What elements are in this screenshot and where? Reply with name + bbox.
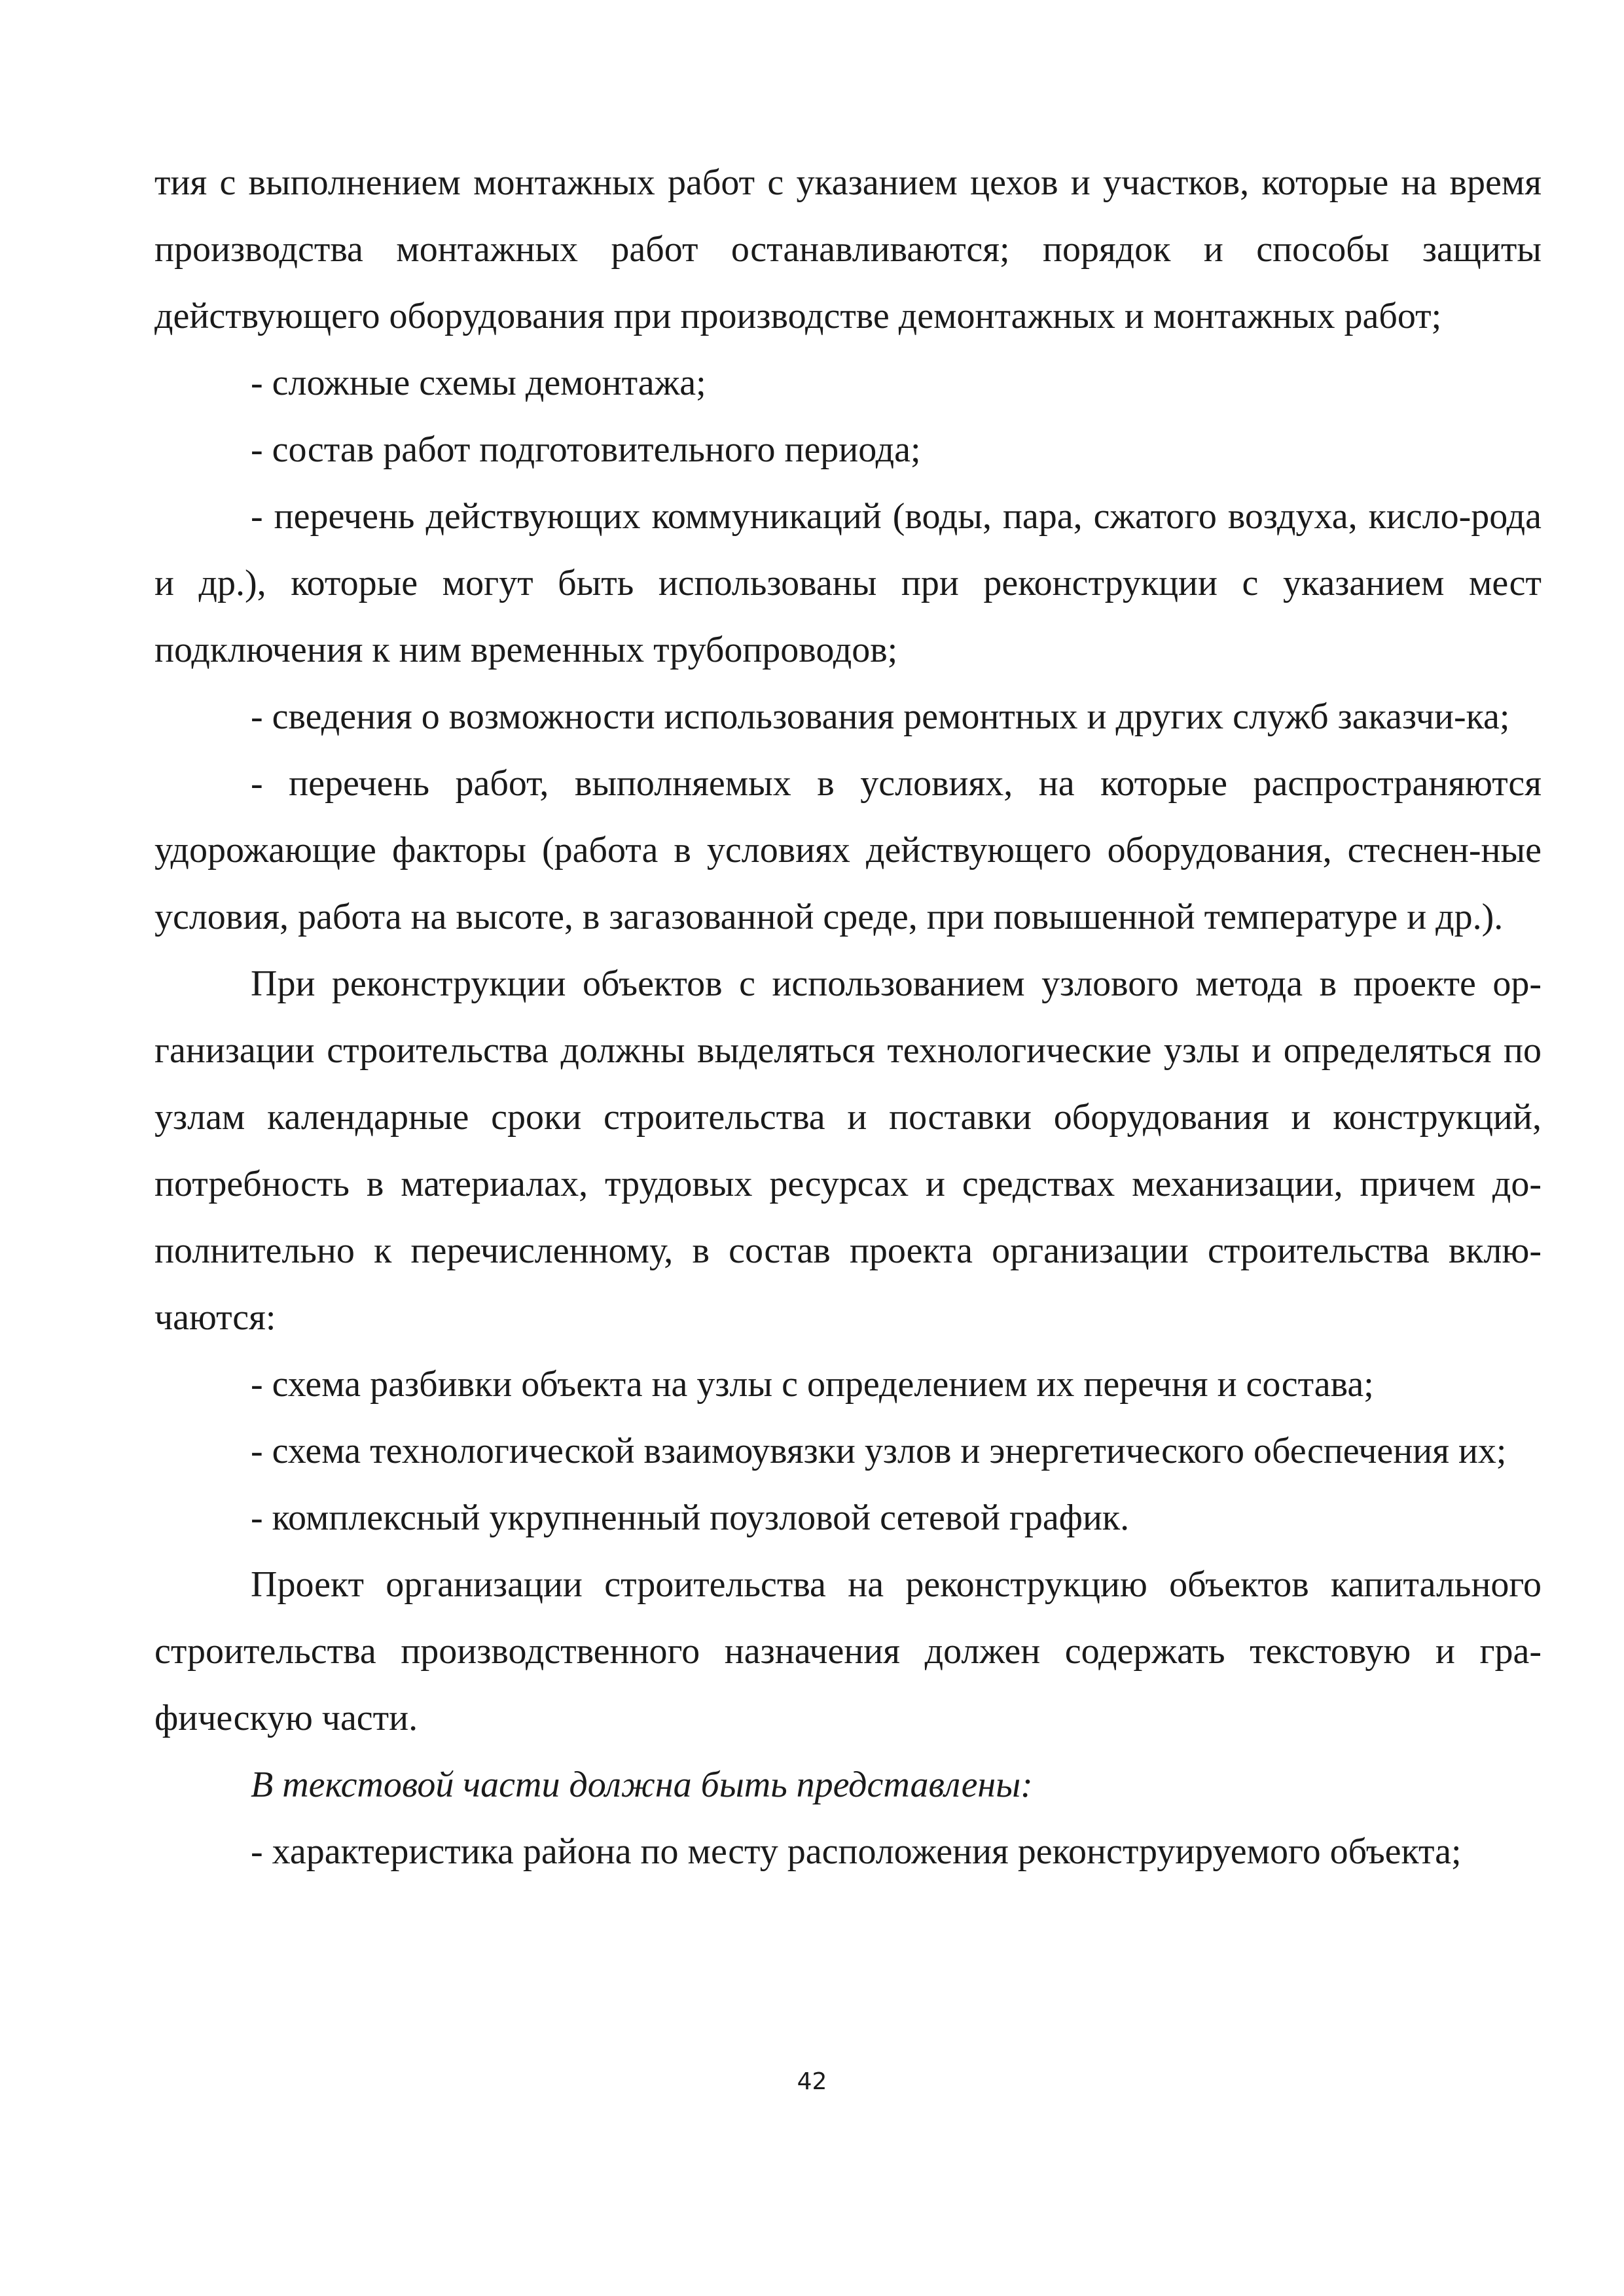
list-item: - перечень работ, выполняемых в условиях, на которые распространяются удорожающие факторы (работа в условиях действующего оборудования, стеснен-ные условия, работа на высоте, в загазованной среде, при повышенной температуре и др.).: [154, 763, 1542, 937]
list-item: - перечень действующих коммуникаций (воды, пара, сжатого воздуха, кисло-рода и др.), которые могут быть использованы при реконструкции с указанием мест подключения к ним временных трубопроводов;: [154, 496, 1542, 670]
paragraph-continuation: тия с выполнением монтажных работ с указанием цехов и участков, которые на время производства монтажных работ останавливаются; порядок и способы защиты действующего оборудования при производстве демонтажных и монтажных работ;: [154, 162, 1542, 336]
list-item: - схема разбивки объекта на узлы с определением их перечня и состава;: [251, 1364, 1374, 1405]
list-item: - сведения о возможности использования ремонтных и других служб заказчи-ка;: [251, 696, 1510, 737]
list-item: - комплексный укрупненный поузловой сетевой график.: [251, 1498, 1130, 1538]
list-item: - характеристика района по месту расположения реконструируемого объекта;: [251, 1831, 1462, 1872]
list-item: - состав работ подготовительного периода;: [251, 429, 921, 470]
page-number: 42: [797, 2068, 827, 2095]
paragraph: Проект организации строительства на реконструкцию объектов капитального строительства производственного назначения должен содержать текстовую и гра-фическую части.: [154, 1564, 1542, 1738]
list-item: - схема технологической взаимоувязки узлов и энергетического обеспечения их;: [251, 1431, 1507, 1471]
section-subheading: В текстовой части должна быть представлены:: [251, 1765, 1033, 1805]
body-text: [154, 149, 1542, 1885]
list-item: - сложные схемы демонтажа;: [251, 363, 706, 403]
paragraph: При реконструкции объектов с использованием узлового метода в проекте ор-ганизации строительства должны выделяться технологические узлы и определяться по узлам календарные сроки строительства и поставки оборудования и конструкций, потребность в материалах, трудовых ресурсах и средствах механизации, причем до-полнительно к перечисленному, в состав проекта организации строительства вклю-чаются:: [154, 963, 1542, 1338]
